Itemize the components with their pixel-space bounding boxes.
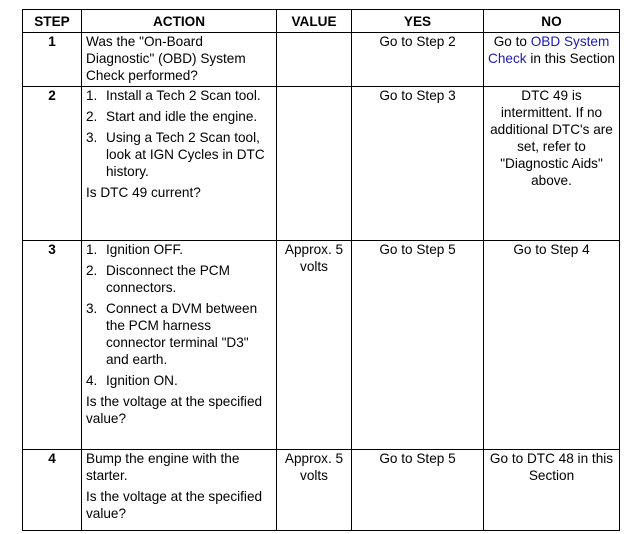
substep-item xyxy=(86,241,272,258)
header-no: NO xyxy=(484,10,620,33)
header-step: STEP xyxy=(23,10,82,33)
step-number: 3 xyxy=(23,241,82,450)
action-question: Is the voltage at the specified value? xyxy=(86,489,263,521)
value-cell xyxy=(277,33,352,87)
diagnostic-table xyxy=(22,9,620,531)
substep-item xyxy=(86,262,272,296)
substep-text: Install a Tech 2 Scan tool. xyxy=(106,88,261,103)
substep-number: 1. xyxy=(86,88,98,103)
table-row-step-4 xyxy=(23,450,620,531)
action-cell xyxy=(82,450,277,531)
action-text: Bump the engine with the starter. xyxy=(86,451,240,483)
table-row-step-2 xyxy=(23,87,620,241)
header-action: ACTION xyxy=(82,10,277,33)
substep-item xyxy=(86,129,272,180)
step-number: 1 xyxy=(23,33,82,87)
header-yes: YES xyxy=(352,10,484,33)
substep-number: 4. xyxy=(86,373,98,388)
substep-text: Start and idle the engine. xyxy=(106,109,258,124)
substep-item xyxy=(86,300,272,368)
substep-item xyxy=(86,108,272,125)
action-cell xyxy=(82,241,277,450)
action-question: Is DTC 49 current? xyxy=(86,185,201,200)
no-cell xyxy=(484,33,620,87)
no-cell: DTC 49 is intermittent. If no additional DTC's are set, refer to "Diagnostic Aids" above. xyxy=(484,87,620,241)
substep-number: 3. xyxy=(86,301,98,316)
yes-cell: Go to Step 3 xyxy=(352,87,484,241)
substep-number: 1. xyxy=(86,242,98,257)
action-question: Is the voltage at the specified value? xyxy=(86,394,263,426)
substep-item xyxy=(86,372,272,389)
step-number: 2 xyxy=(23,87,82,241)
header-row xyxy=(23,10,620,33)
substep-text: Ignition OFF. xyxy=(106,242,184,257)
no-cell: Go to Step 4 xyxy=(484,241,620,450)
substep-text: Connect a DVM between the PCM harness connector terminal "D3" and earth. xyxy=(106,301,258,367)
yes-cell: Go to Step 2 xyxy=(352,33,484,87)
yes-cell: Go to Step 5 xyxy=(352,241,484,450)
substep-text: Disconnect the PCM connectors. xyxy=(106,263,230,295)
substep-text: Using a Tech 2 Scan tool, look at IGN Cycles in DTC history. xyxy=(106,130,265,179)
yes-cell: Go to Step 5 xyxy=(352,450,484,531)
action-text: Was the "On-Board Diagnostic" (OBD) System Check performed? xyxy=(86,34,246,83)
table-row-step-3 xyxy=(23,241,620,450)
step-number: 4 xyxy=(23,450,82,531)
no-suffix: in this Section xyxy=(526,51,615,66)
value-cell: Approx. 5 volts xyxy=(277,241,352,450)
substep-number: 3. xyxy=(86,130,98,145)
substep-text: Ignition ON. xyxy=(106,373,178,388)
substep-list xyxy=(86,87,272,180)
substep-number: 2. xyxy=(86,109,98,124)
no-prefix: Go to xyxy=(493,34,531,49)
header-value: VALUE xyxy=(277,10,352,33)
value-cell xyxy=(277,87,352,241)
table-row-step-1 xyxy=(23,33,620,87)
action-cell xyxy=(82,87,277,241)
obd-system-check-link[interactable]: OBD System Check xyxy=(488,34,610,66)
substep-number: 2. xyxy=(86,263,98,278)
action-cell xyxy=(82,33,277,87)
no-cell: Go to DTC 48 in this Section xyxy=(484,450,620,531)
substep-list xyxy=(86,241,272,389)
substep-item xyxy=(86,87,272,104)
value-cell: Approx. 5 volts xyxy=(277,450,352,531)
